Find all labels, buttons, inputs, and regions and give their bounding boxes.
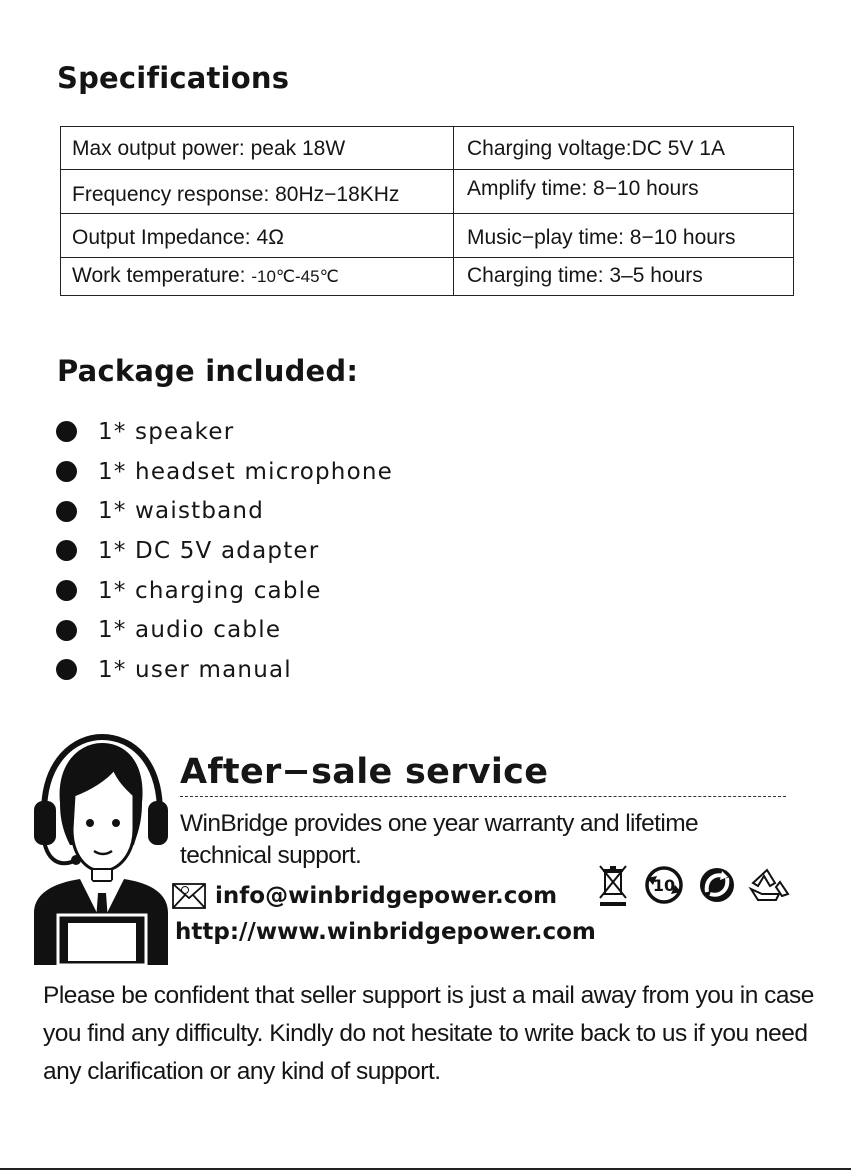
table-divider xyxy=(453,127,454,295)
list-item xyxy=(56,531,393,571)
specifications-title: Specifications xyxy=(57,61,290,95)
package-list xyxy=(56,412,393,690)
dashed-divider xyxy=(180,796,786,797)
list-item xyxy=(56,452,393,492)
spec-output-impedance: Output Impedance: 4Ω xyxy=(72,226,285,249)
bullet-icon xyxy=(56,421,77,442)
list-item xyxy=(56,571,393,611)
recycle-icon xyxy=(751,870,788,900)
list-item-label: 1* waistband xyxy=(98,498,265,525)
support-agent-icon xyxy=(30,733,168,965)
list-item xyxy=(56,650,393,690)
spec-work-temperature xyxy=(72,264,339,288)
spec-max-output: Max output power: peak 18W xyxy=(72,137,346,160)
email-row xyxy=(172,883,557,909)
certification-icons xyxy=(598,864,798,908)
support-note: Please be confident that seller support is just a mail away from you in case you find any difficulty. Kindly do not hesitate to write back to us if you need any clarification or any kind of support. xyxy=(43,982,814,1085)
table-divider xyxy=(61,213,793,214)
list-item-label: 1* user manual xyxy=(98,656,292,683)
spec-music-play-time: Music−play time: 8−10 hours xyxy=(467,226,736,249)
list-item xyxy=(56,610,393,650)
after-sale-description: WinBridge provides one year warranty and lifetime technical support. xyxy=(180,810,699,869)
spec-charging-voltage: Charging voltage:DC 5V 1A xyxy=(467,137,725,160)
list-item xyxy=(56,412,393,452)
page-bottom-border xyxy=(0,1168,851,1170)
list-item-label: 1* charging cable xyxy=(98,577,322,604)
bullet-icon xyxy=(56,580,77,601)
bullet-icon xyxy=(56,501,77,522)
table-divider xyxy=(61,257,793,258)
website-link[interactable]: http://www.winbridgepower.com xyxy=(175,919,596,945)
bullet-icon xyxy=(56,461,77,482)
package-title: Package included: xyxy=(57,354,359,388)
list-item-label: 1* headset microphone xyxy=(98,458,393,485)
svg-text:10: 10 xyxy=(652,876,676,895)
list-item-label: 1* audio cable xyxy=(98,617,282,644)
spec-frequency-response: Frequency response: 80Hz−18KHz xyxy=(72,183,400,206)
bullet-icon xyxy=(56,659,77,680)
spec-charging-time: Charging time: 3–5 hours xyxy=(467,264,703,287)
email-link[interactable]: info@winbridgepower.com xyxy=(215,883,558,909)
list-item-label: 1* DC 5V adapter xyxy=(98,537,320,564)
bullet-icon xyxy=(56,620,77,641)
weee-bin-icon xyxy=(600,866,626,906)
list-item xyxy=(56,491,393,531)
list-item-label: 1* speaker xyxy=(98,418,235,445)
table-divider xyxy=(61,169,793,170)
spec-work-temperature-label: Work temperature: xyxy=(72,264,246,287)
spec-amplify-time: Amplify time: 8−10 hours xyxy=(467,177,699,200)
mail-icon xyxy=(172,883,206,909)
epup-10-icon xyxy=(647,868,681,902)
spec-work-temperature-value: -10℃-45℃ xyxy=(251,267,339,286)
after-sale-title: After−sale service xyxy=(180,752,549,792)
green-dot-icon xyxy=(700,868,734,902)
bullet-icon xyxy=(56,540,77,561)
specifications-table xyxy=(60,126,794,296)
